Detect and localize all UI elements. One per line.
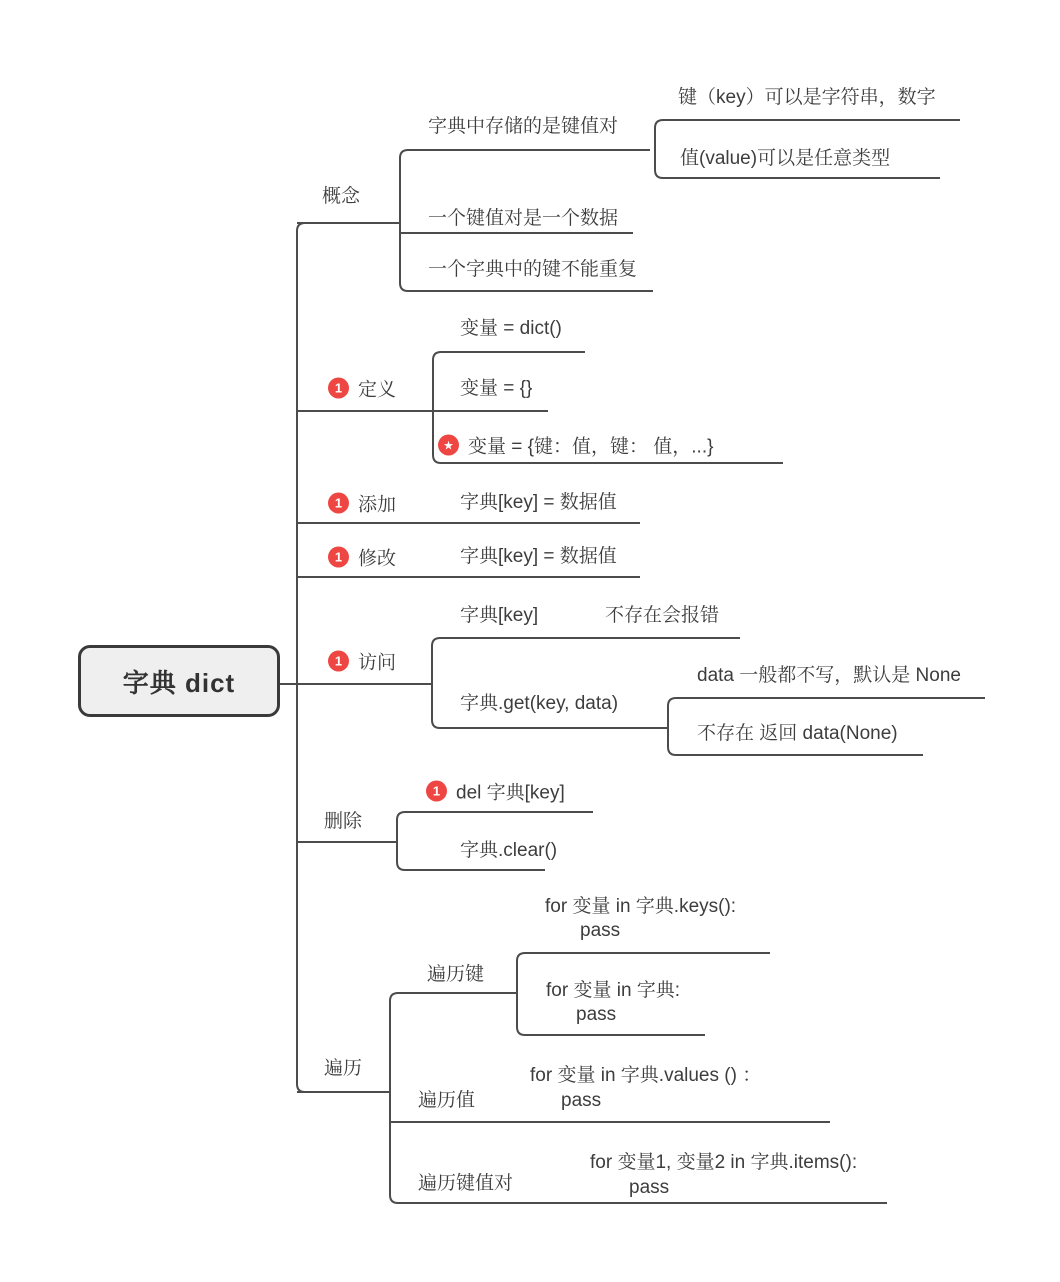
bracket-traverse — [390, 993, 398, 1203]
topic-access-bracket[interactable]: 字典[key] — [460, 605, 539, 627]
topic-define-literal-label: 变量 = {键：值，键： 值，...} — [468, 436, 714, 458]
code-for-keys[interactable]: for 变量 in 字典.keys(): — [545, 896, 737, 918]
topic-delete-del-label: del 字典[key] — [456, 782, 565, 804]
topic-access-label: 访问 — [358, 652, 397, 674]
connector-spine — [297, 223, 305, 1092]
topic-modify-syntax[interactable]: 字典[key] = 数据值 — [460, 546, 617, 568]
topic-define-braces[interactable]: 变量 = {} — [460, 378, 533, 400]
root-topic[interactable]: 字典 dict — [78, 645, 280, 717]
topic-access[interactable] — [328, 648, 396, 675]
priority-1-icon: 1 — [328, 651, 349, 672]
bracket-get — [668, 698, 676, 755]
topic-modify-label: 修改 — [358, 548, 397, 570]
topic-value-types[interactable]: 值(value)可以是任意类型 — [680, 148, 891, 170]
code-for-items-pass[interactable]: pass — [629, 1177, 670, 1199]
topic-delete-del[interactable] — [426, 778, 565, 805]
topic-kv-stored[interactable]: 字典中存储的是键值对 — [428, 116, 619, 138]
topic-traverse-values[interactable]: 遍历值 — [418, 1090, 476, 1112]
code-for-values-pass[interactable]: pass — [561, 1090, 602, 1112]
topic-delete-clear[interactable]: 字典.clear() — [460, 840, 558, 862]
topic-add-label: 添加 — [358, 494, 397, 516]
topic-traverse[interactable]: 遍历 — [324, 1058, 363, 1080]
topic-keys-unique[interactable]: 一个字典中的键不能重复 — [428, 259, 638, 281]
topic-traverse-items[interactable]: 遍历键值对 — [418, 1173, 514, 1195]
bracket-kv — [655, 120, 663, 178]
code-for-dict[interactable]: for 变量 in 字典: — [546, 980, 681, 1002]
topic-get-return[interactable]: 不存在 返回 data(None) — [697, 723, 898, 745]
code-for-keys-pass[interactable]: pass — [580, 920, 621, 942]
topic-add[interactable] — [328, 490, 396, 517]
topic-access-get[interactable]: 字典.get(key, data) — [460, 693, 619, 715]
topic-one-pair-one-data[interactable]: 一个键值对是一个数据 — [428, 208, 619, 230]
bracket-concept — [400, 150, 408, 291]
priority-1-icon: 1 — [328, 547, 349, 568]
star-icon: ★ — [438, 435, 459, 456]
code-for-dict-pass[interactable]: pass — [576, 1004, 617, 1026]
code-for-values[interactable]: for 变量 in 字典.values () ： — [530, 1065, 762, 1087]
topic-define-dict[interactable]: 变量 = dict() — [460, 318, 562, 340]
priority-1-icon: 1 — [426, 781, 447, 802]
topic-get-default[interactable]: data 一般都不写，默认是 None — [697, 665, 961, 687]
topic-access-keyerror[interactable]: 不存在会报错 — [605, 605, 720, 627]
topic-delete[interactable]: 删除 — [324, 811, 363, 833]
topic-traverse-keys[interactable]: 遍历键 — [427, 964, 485, 986]
bracket-access — [432, 638, 440, 728]
priority-1-icon: 1 — [328, 493, 349, 514]
topic-define-literal[interactable] — [438, 432, 713, 459]
topic-define-label: 定义 — [358, 379, 397, 401]
topic-modify[interactable] — [328, 544, 396, 571]
topic-define[interactable] — [328, 375, 396, 402]
priority-1-icon: 1 — [328, 378, 349, 399]
bracket-traverse-keys — [517, 953, 525, 1035]
topic-add-syntax[interactable]: 字典[key] = 数据值 — [460, 492, 617, 514]
topic-key-types[interactable]: 键（key）可以是字符串，数字 — [678, 87, 936, 109]
bracket-delete — [397, 812, 405, 870]
topic-concept[interactable]: 概念 — [322, 186, 361, 208]
code-for-items[interactable]: for 变量1, 变量2 in 字典.items(): — [590, 1152, 858, 1174]
